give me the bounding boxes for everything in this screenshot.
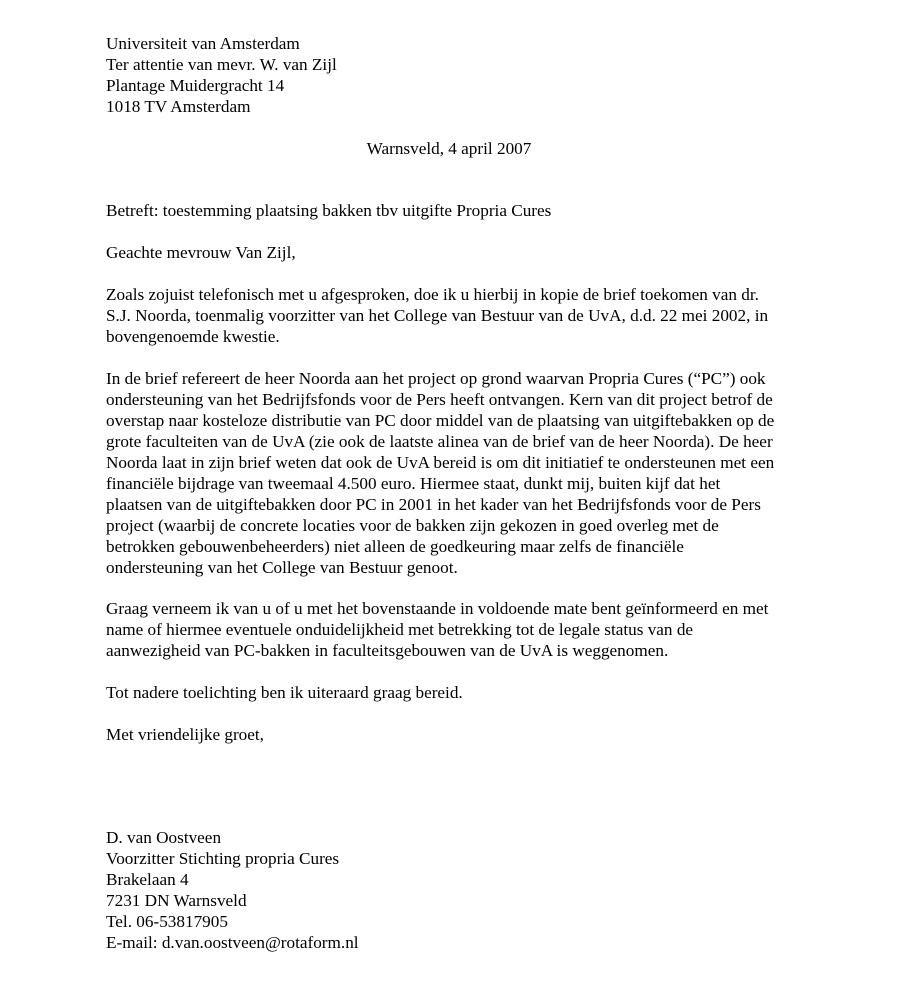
- paragraph-line: grote faculteiten van de UvA (zie ook de laatste alinea van de brief van de heer Noorda). De heer: [106, 432, 773, 451]
- paragraph-line: In de brief refereert de heer Noorda aan het project op grond waarvan Propria Cures (“PC”) ook: [106, 369, 766, 388]
- paragraph-line: name of hiermee eventuele onduidelijkheid met betrekking tot de legale status van de: [106, 620, 694, 639]
- recipient-line-2: Ter attentie van mevr. W. van Zijl: [106, 55, 337, 74]
- sender-name: D. van Oostveen: [106, 828, 222, 847]
- letter-salutation: Geachte mevrouw Van Zijl,: [106, 243, 296, 262]
- paragraph-line: ondersteuning van het Bedrijfsfonds voor de Pers heeft ontvangen. Kern van dit project betrof de: [106, 390, 773, 409]
- recipient-line-3: Plantage Muidergracht 14: [106, 76, 285, 95]
- paragraph-line: Noorda laat in zijn brief weten dat ook de UvA bereid is om dit initiatief te ondersteunen met een: [106, 453, 775, 472]
- paragraph-line: overstap naar kosteloze distributie van PC door middel van de plaatsing van uitgiftebakken op de: [106, 411, 775, 430]
- paragraph-line: financiële bijdrage van tweemaal 4.500 euro. Hiermee staat, dunkt mij, buiten kijf dat het: [106, 474, 721, 493]
- paragraph-line: plaatsen van de uitgiftebakken door PC in 2001 in het kader van het Bedrijfsfonds voor de Pers: [106, 495, 761, 514]
- paragraph-line: Graag verneem ik van u of u met het bovenstaande in voldoende mate bent geïnformeerd en met: [106, 599, 769, 618]
- paragraph-line: project (waarbij de concrete locaties voor de bakken zijn gekozen in goed overleg met de: [106, 516, 719, 535]
- letter-subject: Betreft: toestemming plaatsing bakken tbv uitgifte Propria Cures: [106, 201, 552, 220]
- sender-street: Brakelaan 4: [106, 870, 189, 889]
- recipient-line-1: Universiteit van Amsterdam: [106, 34, 300, 53]
- recipient-line-4: 1018 TV Amsterdam: [106, 97, 251, 116]
- sender-title: Voorzitter Stichting propria Cures: [106, 849, 340, 868]
- sender-phone: Tel. 06-53817905: [106, 912, 228, 931]
- paragraph-line: aanwezigheid van PC-bakken in faculteitsgebouwen van de UvA is weggenomen.: [106, 641, 669, 660]
- letter-date: Warnsveld, 4 april 2007: [366, 139, 532, 158]
- sender-city: 7231 DN Warnsveld: [106, 891, 247, 910]
- paragraph-4: Tot nadere toelichting ben ik uiteraard graag bereid.: [106, 683, 463, 702]
- paragraph-line: betrokken gebouwenbeheerders) niet alleen de goedkeuring maar zelfs de financiële: [106, 537, 684, 556]
- paragraph-line: S.J. Noorda, toenmalig voorzitter van het College van Bestuur van de UvA, d.d. 22 mei 2002, in: [106, 306, 769, 325]
- letter-closing: Met vriendelijke groet,: [106, 725, 264, 744]
- paragraph-line: bovengenoemde kwestie.: [106, 327, 280, 346]
- paragraph-line: Zoals zojuist telefonisch met u afgesproken, doe ik u hierbij in kopie de brief toekomen van dr.: [106, 285, 759, 304]
- paragraph-line: ondersteuning van het College van Bestuur genoot.: [106, 558, 458, 577]
- sender-email: E-mail: d.van.oostveen@rotaform.nl: [106, 933, 359, 952]
